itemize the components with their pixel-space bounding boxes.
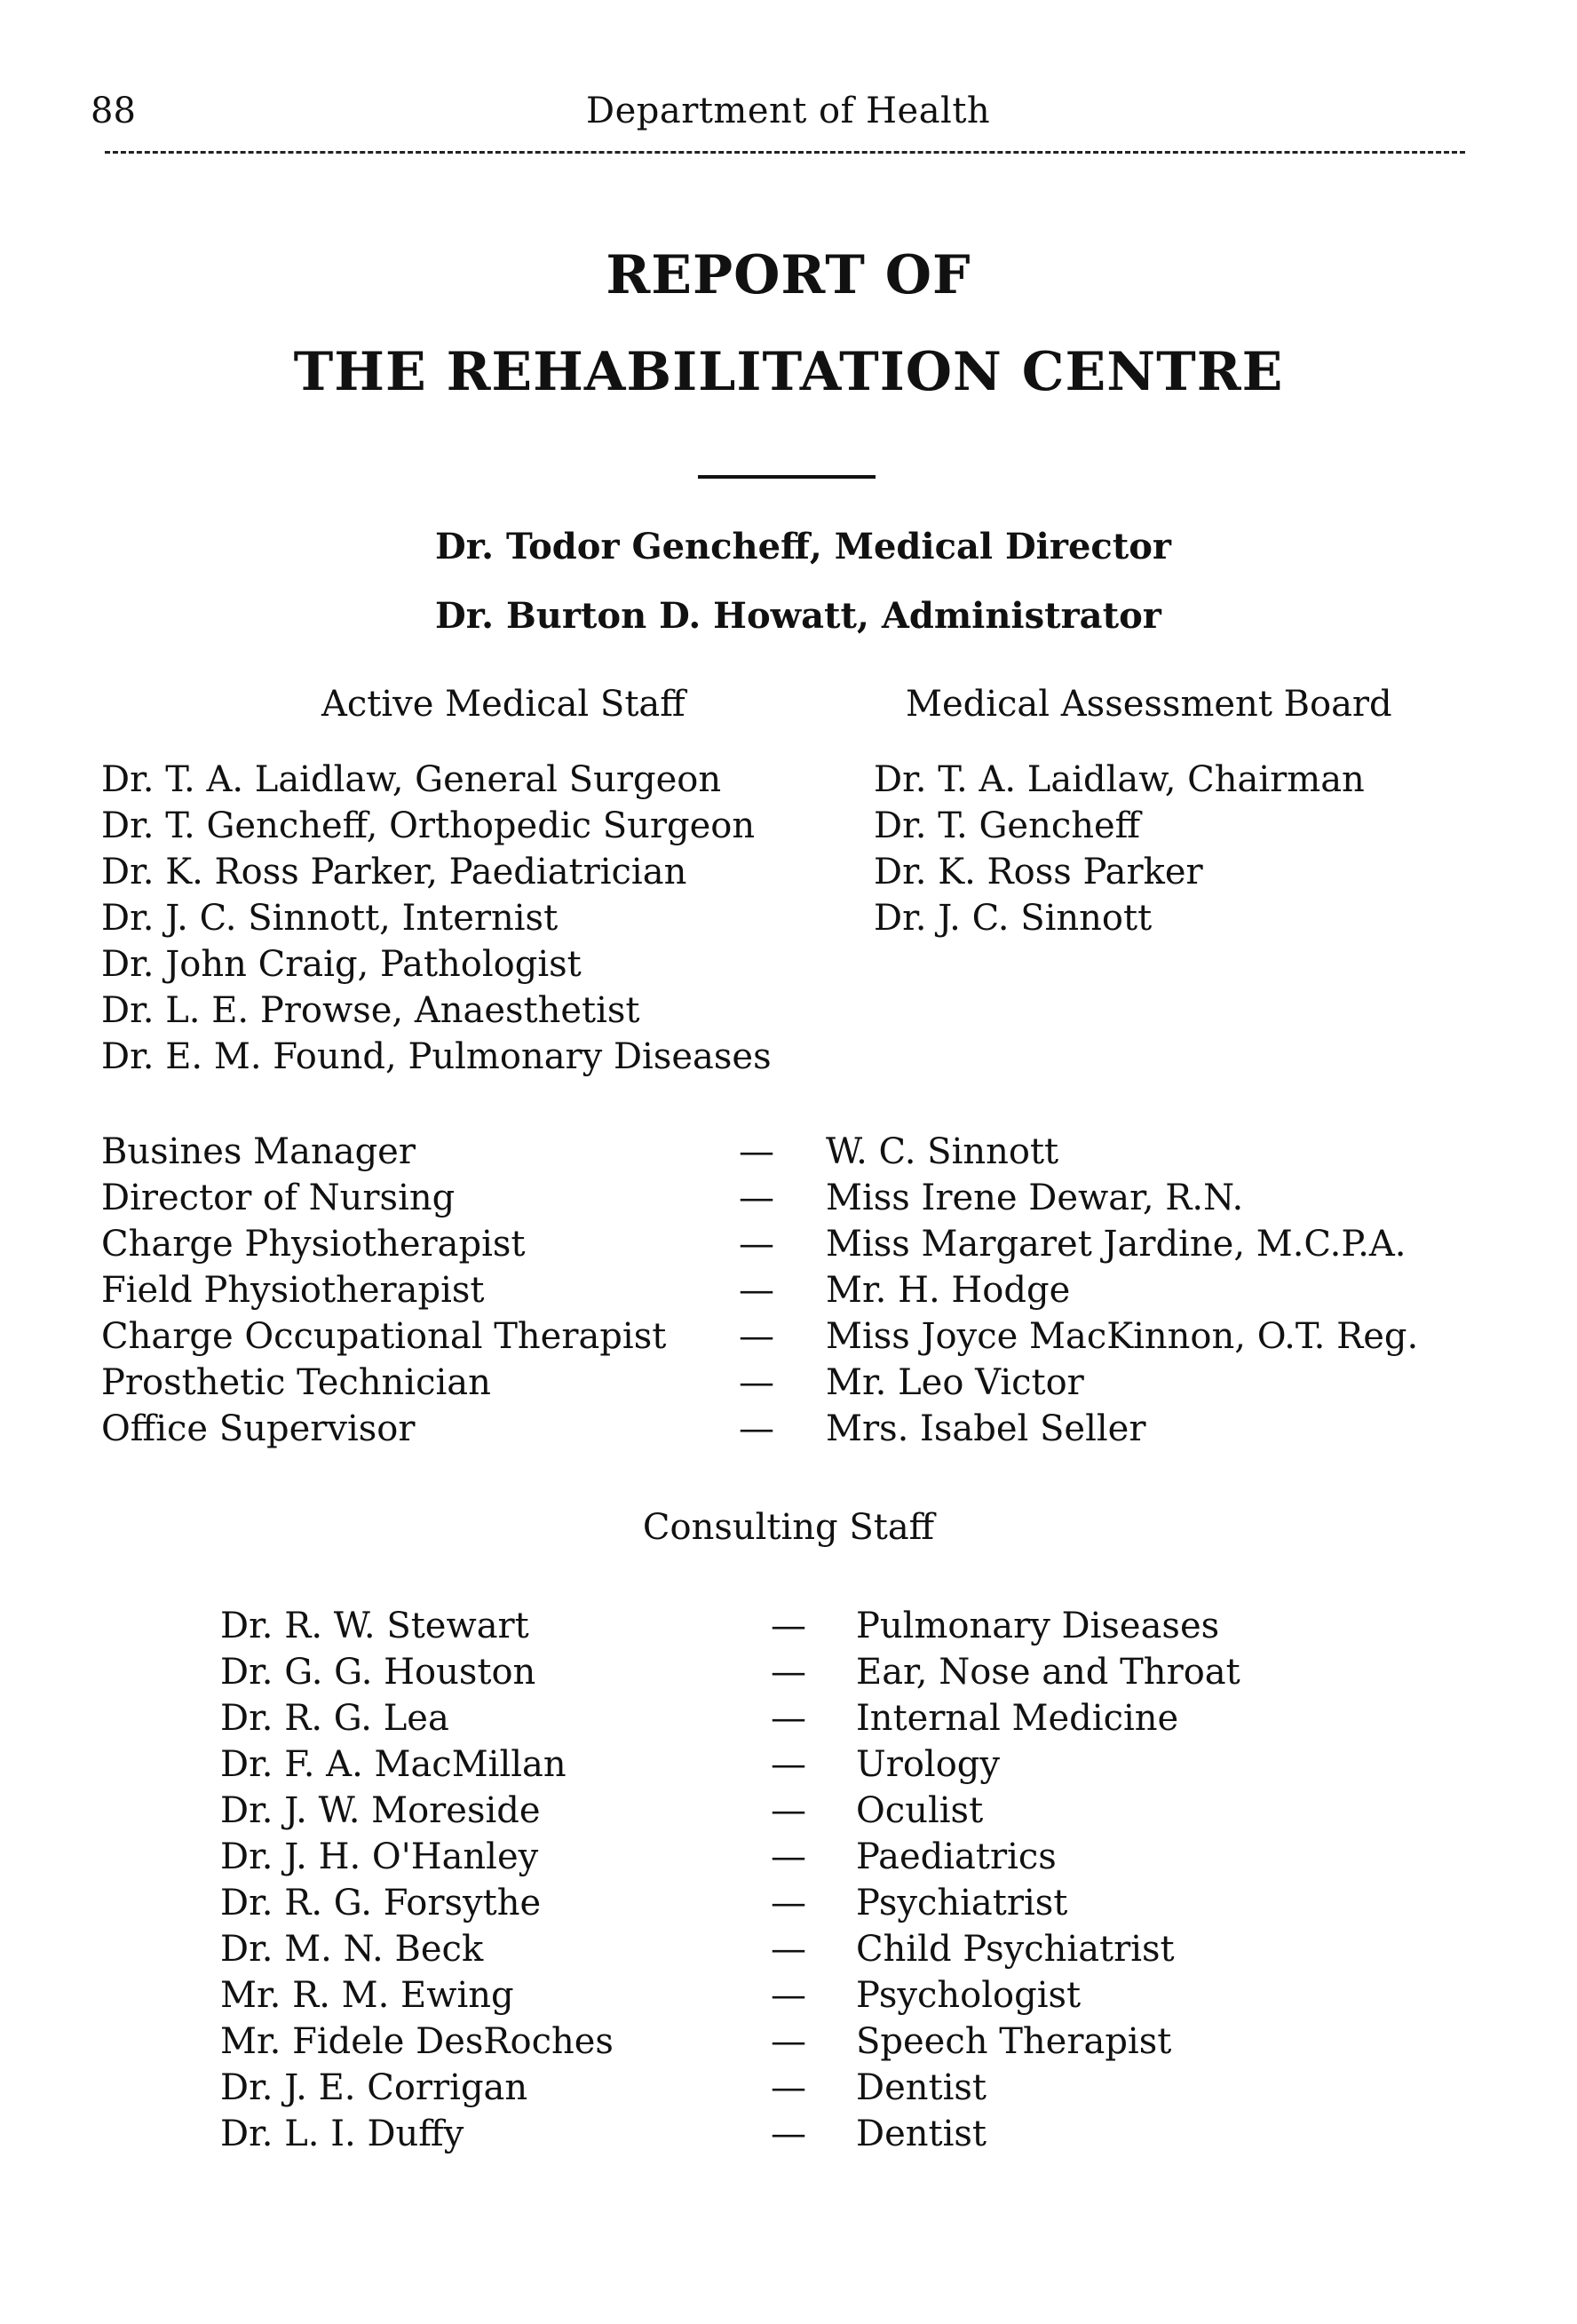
officer-dash: —: [739, 1316, 774, 1357]
consultant-row: [220, 1741, 1240, 1788]
consultant-dash: —: [771, 1744, 806, 1785]
consultant-row: [220, 2065, 1240, 2111]
officer-title: Busines Manager: [101, 1131, 416, 1172]
page-number: 88: [91, 91, 136, 131]
officer-title: Charge Physiotherapist: [101, 1224, 526, 1265]
consultant-dash: —: [771, 2067, 806, 2108]
officer-dash: —: [739, 1178, 774, 1218]
active-staff-heading: Active Medical Staff: [321, 684, 685, 725]
officer-row: [101, 1313, 1418, 1360]
officer-title: Charge Occupational Therapist: [101, 1316, 667, 1357]
consultant-row: [220, 1649, 1240, 1695]
header-rule: [105, 151, 1465, 154]
consultant-dash: —: [771, 2021, 806, 2062]
active-staff-member: Dr. E. M. Found, Pulmonary Diseases: [101, 1036, 772, 1077]
consultant-dash: —: [771, 2114, 806, 2154]
consultant-row: [220, 1834, 1240, 1880]
consultant-row: [220, 1972, 1240, 2019]
active-staff-member: Dr. T. Gencheff, Orthopedic Surgeon: [101, 805, 756, 846]
running-head: Department of Health: [586, 91, 991, 131]
officer-title: Field Physiotherapist: [101, 1270, 485, 1311]
officer-dash: —: [739, 1270, 774, 1311]
board-member: Dr. K. Ross Parker: [874, 852, 1203, 892]
officer-name: Mr. Leo Victor: [826, 1362, 1084, 1403]
consultant-row: [220, 2019, 1240, 2065]
consultant-dash: —: [771, 1929, 806, 1970]
officer-dash: —: [739, 1224, 774, 1265]
consultant-specialty: Child Psychiatrist: [856, 1929, 1175, 1970]
officer-title: Director of Nursing: [101, 1178, 456, 1218]
active-staff-member: Dr. T. A. Laidlaw, General Surgeon: [101, 759, 722, 800]
consultant-specialty: Pulmonary Diseases: [856, 1606, 1220, 1646]
officer-dash: —: [739, 1131, 774, 1172]
active-staff-member: Dr. K. Ross Parker, Paediatrician: [101, 852, 687, 892]
administrator: Dr. Burton D. Howatt, Administrator: [435, 595, 1161, 637]
title-divider: [698, 475, 876, 479]
consultant-row: [220, 1788, 1240, 1834]
active-staff-member: Dr. L. E. Prowse, Anaesthetist: [101, 990, 640, 1031]
active-staff-list: [101, 757, 772, 1080]
officer-row: [101, 1267, 1418, 1313]
board-member: Dr. T. Gencheff: [874, 805, 1141, 846]
consultant-dash: —: [771, 1883, 806, 1923]
officer-name: Mr. H. Hodge: [826, 1270, 1071, 1311]
officers-table: [101, 1129, 1418, 1452]
consultant-specialty: Ear, Nose and Throat: [856, 1652, 1240, 1693]
consultant-specialty: Psychologist: [856, 1975, 1082, 2016]
consultant-name: Dr. G. G. Houston: [220, 1652, 536, 1693]
officer-dash: —: [739, 1408, 774, 1449]
consultant-row: [220, 1880, 1240, 1926]
assessment-board-list: [874, 757, 1365, 941]
consultant-name: Mr. Fidele DesRoches: [220, 2021, 614, 2062]
officer-row: [101, 1360, 1418, 1406]
officer-name: W. C. Sinnott: [826, 1131, 1059, 1172]
consultant-dash: —: [771, 1790, 806, 1831]
officer-name: Miss Irene Dewar, R.N.: [826, 1178, 1244, 1218]
consultant-name: Dr. J. E. Corrigan: [220, 2067, 528, 2108]
consultant-specialty: Dentist: [856, 2067, 987, 2108]
consultant-row: [220, 1926, 1240, 1972]
officer-name: Mrs. Isabel Seller: [826, 1408, 1146, 1449]
consultant-name: Dr. J. H. O'Hanley: [220, 1836, 539, 1877]
consultant-specialty: Internal Medicine: [856, 1698, 1179, 1739]
consultant-name: Dr. J. W. Moreside: [220, 1790, 541, 1831]
consultant-specialty: Oculist: [856, 1790, 984, 1831]
consultant-specialty: Dentist: [856, 2114, 987, 2154]
consultant-name: Dr. R. G. Lea: [220, 1698, 449, 1739]
consultant-name: Mr. R. M. Ewing: [220, 1975, 514, 2016]
report-title-line-2: THE REHABILITATION CENTRE: [293, 341, 1284, 403]
officer-row: [101, 1221, 1418, 1267]
consultant-dash: —: [771, 1652, 806, 1693]
officer-row: [101, 1175, 1418, 1221]
consultant-specialty: Psychiatrist: [856, 1883, 1068, 1923]
consultant-dash: —: [771, 1975, 806, 2016]
officer-name: Miss Joyce MacKinnon, O.T. Reg.: [826, 1316, 1419, 1357]
officer-title: Prosthetic Technician: [101, 1362, 491, 1403]
consultant-name: Dr. R. G. Forsythe: [220, 1883, 542, 1923]
assessment-board-heading: Medical Assessment Board: [906, 684, 1392, 725]
consultant-row: [220, 2111, 1240, 2157]
consultant-name: Dr. M. N. Beck: [220, 1929, 484, 1970]
consultant-specialty: Urology: [856, 1744, 1000, 1785]
officer-name: Miss Margaret Jardine, M.C.P.A.: [826, 1224, 1407, 1265]
report-title-line-1: REPORT OF: [606, 244, 971, 306]
officer-title: Office Supervisor: [101, 1408, 416, 1449]
consultant-specialty: Speech Therapist: [856, 2021, 1172, 2062]
consulting-staff-heading: Consulting Staff: [642, 1507, 935, 1548]
board-member: Dr. T. A. Laidlaw, Chairman: [874, 759, 1365, 800]
consultant-name: Dr. L. I. Duffy: [220, 2114, 464, 2154]
consultant-row: [220, 1603, 1240, 1649]
consultant-name: Dr. F. A. MacMillan: [220, 1744, 567, 1785]
consultant-row: [220, 1695, 1240, 1741]
consultant-specialty: Paediatrics: [856, 1836, 1057, 1877]
consultant-dash: —: [771, 1836, 806, 1877]
medical-director: Dr. Todor Gencheff, Medical Director: [435, 526, 1171, 567]
officer-row: [101, 1129, 1418, 1175]
consulting-staff-table: [220, 1603, 1240, 2157]
consultant-dash: —: [771, 1698, 806, 1739]
officer-row: [101, 1406, 1418, 1452]
active-staff-member: Dr. John Craig, Pathologist: [101, 944, 582, 985]
officer-dash: —: [739, 1362, 774, 1403]
board-member: Dr. J. C. Sinnott: [874, 898, 1153, 939]
active-staff-member: Dr. J. C. Sinnott, Internist: [101, 898, 559, 939]
consultant-name: Dr. R. W. Stewart: [220, 1606, 529, 1646]
consultant-dash: —: [771, 1606, 806, 1646]
